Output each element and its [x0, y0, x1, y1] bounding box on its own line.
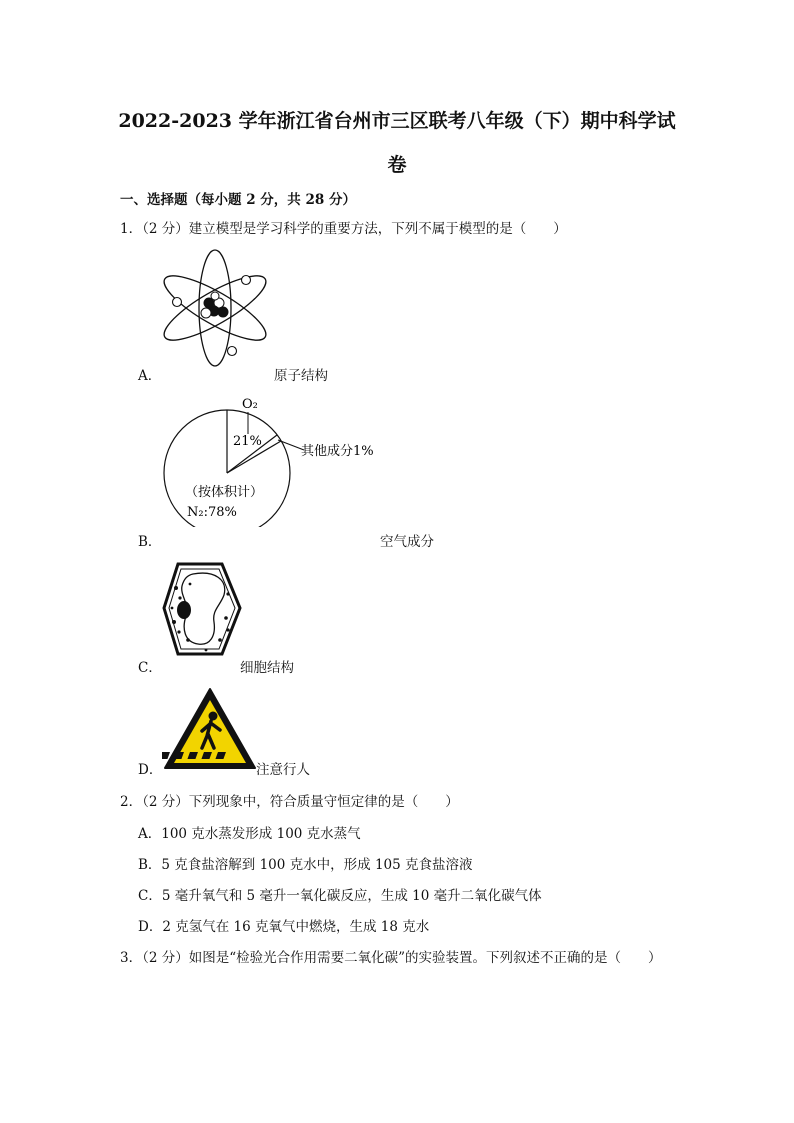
option-c-caption: 细胞结构	[240, 660, 294, 676]
page-title-line2: 卷	[387, 154, 407, 176]
section-heading: 一、选择题（每小题 2 分，共 28 分）	[120, 192, 356, 208]
question-3-stem: 3．（2 分）如图是“检验光合作用需要二氧化碳”的实验装置。下列叙述不正确的是（ ）	[120, 950, 662, 966]
option-d-letter: D．	[138, 762, 163, 778]
question-2-option-c: C．5 毫升氧气和 5 毫升一氧化碳反应，生成 10 毫升二氧化碳气体	[138, 888, 542, 904]
o2-label: O₂	[242, 397, 258, 412]
question-2-option-a: A．100 克水蒸发形成 100 克水蒸气	[138, 826, 361, 842]
option-d-caption: 注意行人	[256, 762, 310, 778]
option-a-caption: 原子结构	[274, 368, 328, 384]
question-1-stem: 1．（2 分）建立模型是学习科学的重要方法，下列不属于模型的是（ ）	[120, 221, 567, 237]
n2-label: N₂:78%	[187, 505, 237, 520]
question-2-stem: 2．（2 分）下列现象中，符合质量守恒定律的是（ ）	[120, 794, 459, 810]
option-c-letter: C．	[138, 660, 162, 676]
o2-percent: 21%	[233, 434, 262, 449]
atom-structure-figure	[160, 246, 275, 376]
other-label: 其他成分1%	[301, 444, 374, 459]
question-2-option-d: D．2 克氢气在 16 克氧气中燃烧，生成 18 克水	[138, 919, 430, 935]
air-composition-pie	[160, 392, 390, 527]
page-title-line1: 2022-2023 学年浙江省台州市三区联考八年级（下）期中科学试	[118, 110, 676, 132]
option-b-letter: B．	[138, 534, 162, 550]
cell-structure-figure	[160, 560, 245, 658]
pedestrian-warning-sign	[162, 686, 258, 772]
option-a-letter: A．	[138, 368, 162, 384]
option-b-caption: 空气成分	[380, 534, 434, 550]
question-2-option-b: B．5 克食盐溶解到 100 克水中，形成 105 克食盐溶液	[138, 857, 473, 873]
basis-label: （按体积计）	[185, 485, 264, 500]
